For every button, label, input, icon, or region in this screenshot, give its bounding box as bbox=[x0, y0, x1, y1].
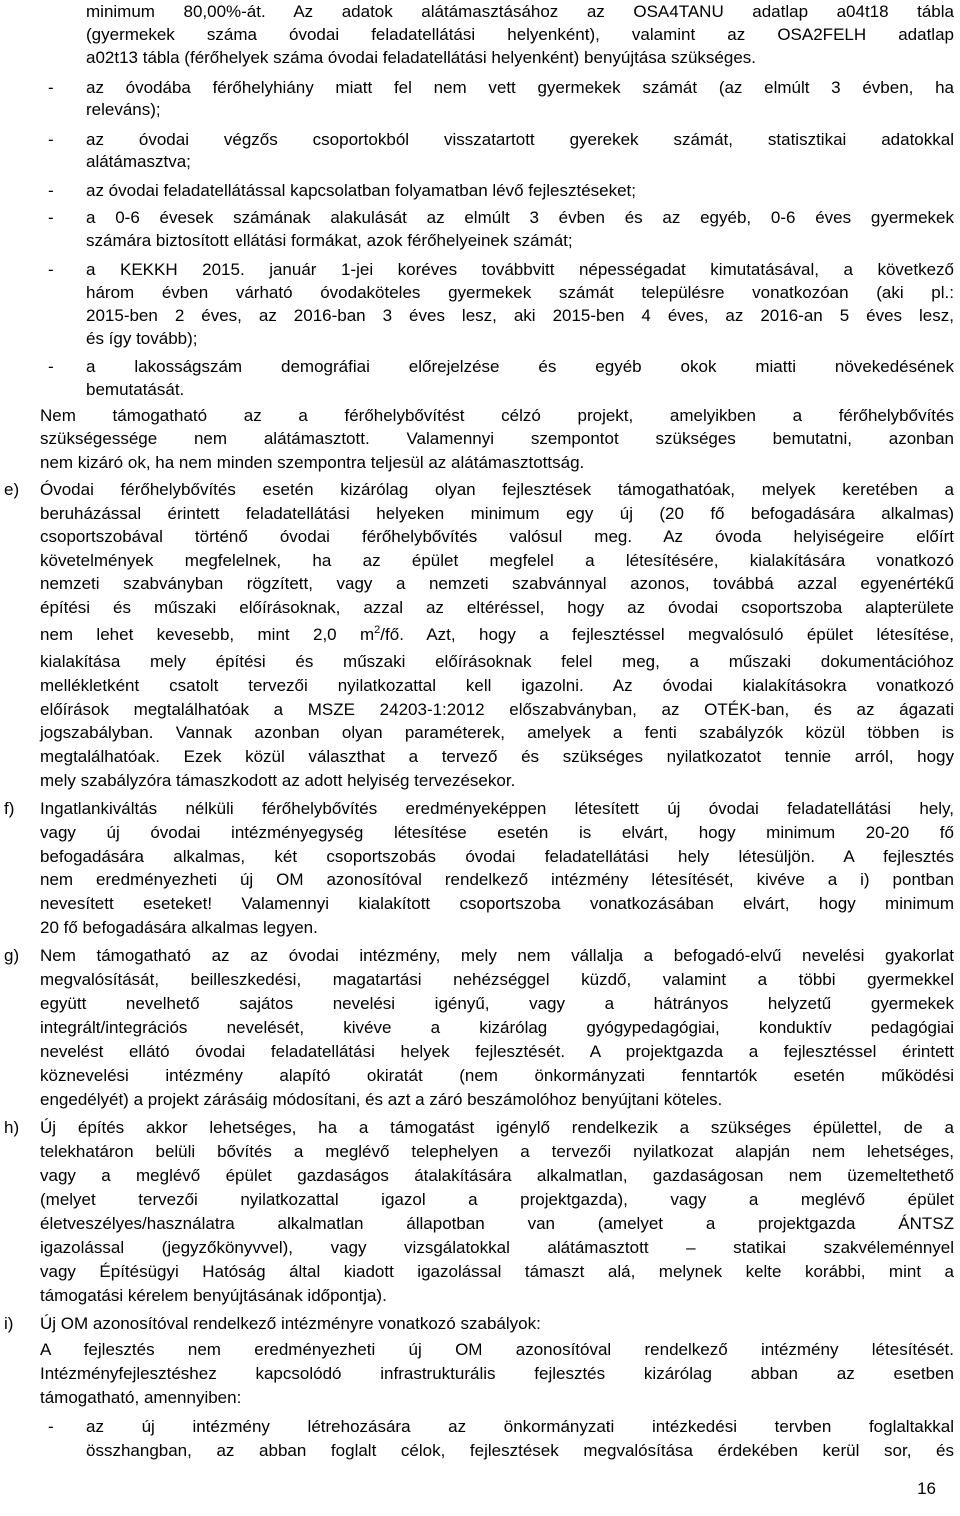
item-f-marker: f) bbox=[4, 799, 15, 818]
item-e-line bbox=[40, 624, 954, 646]
item-h-line: telekhatáron belüli bővítés a meglévő telephelyen a tervezői nyilatkozat alapján nem lehetséges, bbox=[40, 1142, 954, 1161]
list-item-line: számára biztosított ellátási formákat, azok férőhelyeinek számát; bbox=[86, 231, 573, 250]
list-dash: - bbox=[48, 260, 54, 279]
item-h-line: Új építés akkor lehetséges, ha a támogatást igénylő rendelkezik a szükséges épülettel, de a bbox=[40, 1118, 954, 1137]
item-e-line: Óvodai férőhelybővítés esetén kizárólag olyan fejlesztések támogathatóak, melyek keretében a bbox=[40, 480, 954, 499]
note-line: szükségessége nem alátámasztott. Valamennyi szempontot szükséges bemutatni, azonban bbox=[40, 429, 954, 448]
item-e-line: építési és műszaki előírásoknak, azzal az eltéréssel, hogy az óvodai csoportszoba alapterülete bbox=[40, 598, 954, 617]
item-e-line: követelmények megfelelnek, ha az épület megfelel a létesítésére, kialakítására vonatkozó bbox=[40, 551, 954, 570]
list-item-line: és így tovább); bbox=[86, 329, 198, 348]
page-number: 16 bbox=[917, 1479, 936, 1498]
item-e-line: kialakítása mely építési és műszaki előírásoknak felel meg, a műszaki dokumentációhoz bbox=[40, 652, 954, 671]
item-h-line: életveszélyes/használatra alkalmatlan állapotban van (amelyet a projektgazda ÁNTSZ bbox=[40, 1214, 954, 1233]
item-e-line: beruházással érintett feladatellátási helyeken minimum egy új (20 fő befogadására alkalmas) bbox=[40, 504, 954, 523]
list-item-line: releváns); bbox=[86, 100, 161, 119]
item-f-line: vagy új óvodai intézményegység létesítése esetén is elvárt, hogy minimum 20-20 fő bbox=[40, 823, 954, 842]
item-g-marker: g) bbox=[4, 946, 20, 965]
item-e-line: előírások megtalálhatóak a MSZE 24203-1:2012 előszabványban, az OTÉK-ban, és az ágazati bbox=[40, 700, 954, 719]
list-item-line: az óvodába férőhelyhiány miatt fel nem vett gyermekek számát (az elmúlt 3 évben, ha bbox=[86, 78, 954, 97]
note-line: nem kizáró ok, ha nem minden szempontra teljesül az alátámasztottság. bbox=[40, 453, 585, 472]
list-dash: - bbox=[48, 78, 54, 97]
intro-line: minimum 80,00%-át. Az adatok alátámasztásához az OSA4TANU adatlap a04t18 tábla bbox=[86, 2, 954, 21]
item-g-line: nevelést ellátó óvodai feladatellátási helyek fejlesztését. A projektgazda a fejlesztéssel érintett bbox=[40, 1042, 954, 1061]
item-e-marker: e) bbox=[4, 480, 20, 499]
item-h-line: vagy a meglévő épület gazdaságos átalakítására alkalmatlan, gazdaságosan nem üzemeltethető bbox=[40, 1166, 954, 1185]
item-g-line: együtt nevelhető sajátos nevelési igényű, vagy a hátrányos helyzetű gyermekek bbox=[40, 994, 954, 1013]
intro-line: (gyermekek száma óvodai feladatellátási helyenként), valamint az OSA2FELH adatlap bbox=[86, 25, 954, 44]
item-e-line: csoportszobával történő óvodai férőhelybővítés valósul meg. Az óvoda helyiségeire előírt bbox=[40, 527, 954, 546]
list-item-line: a KEKKH 2015. január 1-jei koréves továbbvitt népességadat kimutatásával, a következő bbox=[86, 260, 954, 279]
list-item-line: alátámasztva; bbox=[86, 152, 191, 171]
item-g-line: köznevelési intézmény alapító okiratát (nem önkormányzati fenntartók esetén működési bbox=[40, 1066, 954, 1085]
intro-line: a02t13 tábla (férőhelyek száma óvodai feladatellátási helyenként) benyújtása szükséges. bbox=[86, 48, 757, 67]
item-f-line: nem eredményezheti új OM azonosítóval rendelkező intézmény létesítését, kivéve a i) pontban bbox=[40, 870, 954, 889]
list-dash: - bbox=[48, 181, 54, 200]
item-h-line: támogatási kérelem benyújtásának időpontja). bbox=[40, 1286, 387, 1305]
item-e-line: mely szabályzóra támaszkodott az adott helyiség tervezésekor. bbox=[40, 771, 516, 790]
list-item-line: a lakosságszám demográfiai előrejelzése és egyéb okok miatti növekedésének bbox=[86, 357, 954, 376]
superscript: 2 bbox=[374, 624, 381, 636]
item-h-line: igazolással (jegyzőkönyvvel), vagy vizsgálatokkal alátámasztott – statikai szakvéleménnyel bbox=[40, 1238, 954, 1257]
item-h-line: vagy Építésügyi Hatóság által kiadott igazolással támaszt alá, melynek kelte korábbi, mint a bbox=[40, 1262, 954, 1281]
list-dash: - bbox=[48, 130, 54, 149]
list-dash: - bbox=[48, 1417, 54, 1436]
item-e-text: /fő. Azt, hogy a fejlesztéssel megvalósuló épület létesítése, bbox=[380, 625, 954, 644]
item-e-line: jogszabályban. Vannak azonban olyan paraméterek, amelyek a fenti szabályzók közül többen is bbox=[40, 723, 954, 742]
list-item-line: bemutatását. bbox=[86, 380, 185, 399]
item-i-heading: Új OM azonosítóval rendelkező intézményre vonatkozó szabályok: bbox=[40, 1314, 541, 1333]
item-f-line: befogadására alkalmas, két csoportszobás óvodai feladatellátási hely létesüljön. A fejlesztés bbox=[40, 847, 954, 866]
item-f-line: 20 fő befogadására alkalmas legyen. bbox=[40, 918, 318, 937]
item-i-dash-line: az új intézmény létrehozására az önkormányzati intézkedési tervben foglaltakkal bbox=[86, 1417, 954, 1436]
list-item-line: az óvodai végzős csoportokból visszatartott gyerekek számát, statisztikai adatokkal bbox=[86, 130, 954, 149]
item-h-marker: h) bbox=[4, 1118, 20, 1137]
item-f-line: Ingatlankiváltás nélküli férőhelybővítés eredményeképpen létesített új óvodai feladatellátási hely, bbox=[40, 799, 954, 818]
item-e-line: mellékletként csatolt tervezői nyilatkozattal kell igazolni. Az óvodai kialakításokra vonatkozó bbox=[40, 676, 954, 695]
item-f-line: nevesített eseteket! Valamennyi kialakított csoportszoba vonatkozásában elvárt, hogy minimum bbox=[40, 894, 954, 913]
item-g-line: Nem támogatható az az óvodai intézmény, mely nem vállalja a befogadó-elvű nevelési gyakorlat bbox=[40, 946, 954, 965]
list-item-line: a 0-6 évesek számának alakulását az elmúlt 3 évben és az egyéb, 0-6 éves gyermekek bbox=[86, 208, 954, 227]
list-item-line: három évben várható óvodaköteles gyermekek számát településre vonatkozóan (aki pl.: bbox=[86, 283, 954, 302]
item-h-line: (melyet tervezői nyilatkozattal igazol a projektgazda), vagy a meglévő épület bbox=[40, 1190, 954, 1209]
list-dash: - bbox=[48, 357, 54, 376]
item-e-line: nemzeti szabványban rögzített, vagy a nemzeti szabvánnyal azonos, továbbá azzal egyenértékű bbox=[40, 574, 954, 593]
item-e-text: nem lehet kevesebb, mint 2,0 m bbox=[40, 625, 375, 644]
item-g-line: megvalósítását, beilleszkedési, magatartási nehézséggel küzdő, valamint a többi gyermekkel bbox=[40, 970, 954, 989]
item-e-line: megtalálhatóak. Ezek közül választhat a tervező és szükséges nyilatkozatot tennie arról, hogy bbox=[40, 747, 954, 766]
item-i-marker: i) bbox=[4, 1314, 14, 1333]
list-item-line: 2015-ben 2 éves, az 2016-ban 3 éves lesz, aki 2015-ben 4 éves, az 2016-an 5 éves lesz, bbox=[86, 306, 954, 325]
item-i-line: A fejlesztés nem eredményezheti új OM azonosítóval rendelkező intézmény létesítését. bbox=[40, 1340, 954, 1359]
item-i-line: támogatható, amennyiben: bbox=[40, 1388, 242, 1407]
list-dash: - bbox=[48, 208, 54, 227]
note-line: Nem támogatható az a férőhelybővítést célzó projekt, amelyikben a férőhelybővítés bbox=[40, 406, 954, 425]
item-i-dash-line: összhangban, az abban foglalt célok, fejlesztések megvalósítása érdekében kerül sor, és bbox=[86, 1441, 954, 1460]
item-i-line: Intézményfejlesztéshez kapcsolódó infrastrukturális fejlesztés kizárólag abban az esetben bbox=[40, 1364, 954, 1383]
list-item-line: az óvodai feladatellátással kapcsolatban folyamatban lévő fejlesztéseket; bbox=[86, 181, 637, 200]
item-g-line: integrált/integrációs nevelését, kivéve a kizárólag gyógypedagógiai, konduktív pedagógiai bbox=[40, 1018, 954, 1037]
item-g-line: engedélyét) a projekt zárásáig módosítani, és azt a záró beszámolóhoz benyújtani köteles. bbox=[40, 1090, 723, 1109]
